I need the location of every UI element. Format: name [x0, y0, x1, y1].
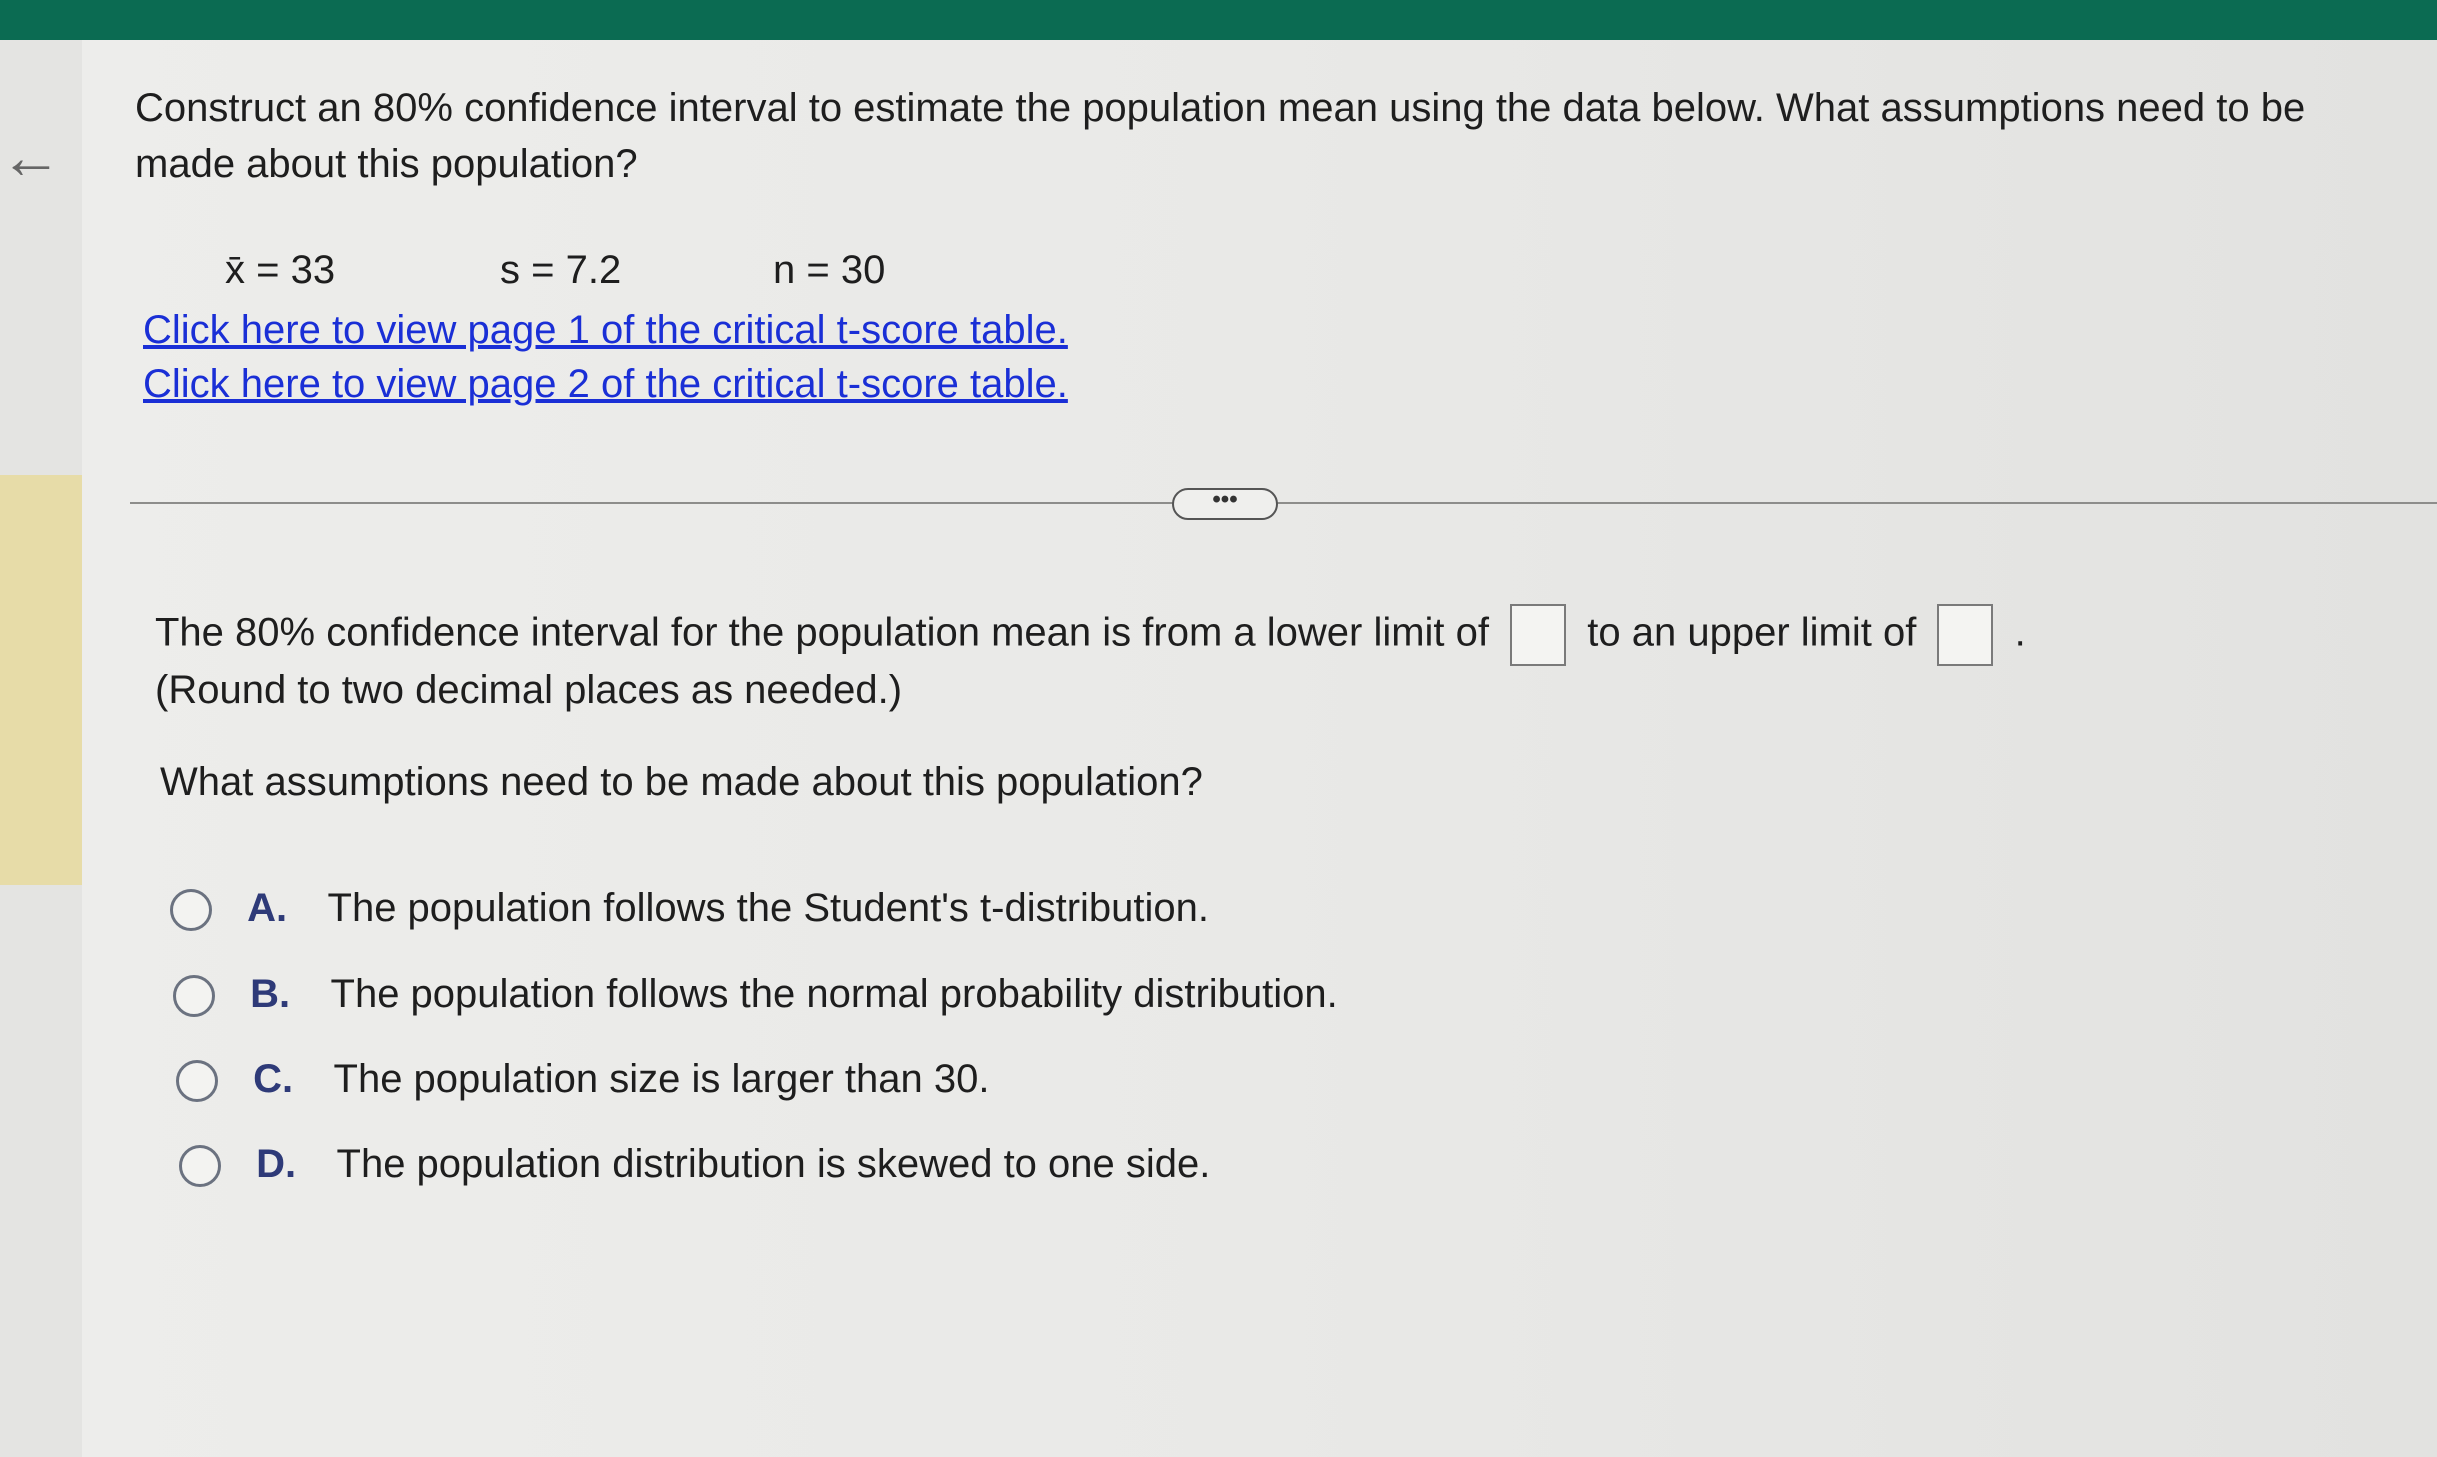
answer-prefix: The 80% confidence interval for the population mean is from a lower limit of [155, 610, 1490, 655]
option-d[interactable] [179, 1136, 1210, 1192]
option-letter: A. [247, 886, 288, 930]
option-text: The population distribution is skewed to one side. [336, 1142, 1211, 1186]
option-text: The population size is larger than 30. [333, 1057, 990, 1101]
rounding-note: (Round to two decimal places as needed.) [155, 668, 903, 712]
stat-sample-mean: x̄ = 33 [225, 248, 336, 292]
lower-limit-input[interactable] [1510, 604, 1566, 666]
t-table-page-2-link[interactable]: Click here to view page 2 of the critical t-score table. [143, 362, 1068, 406]
assumptions-question: What assumptions need to be made about this population? [160, 760, 1203, 804]
option-text: The population follows the Student's t-distribution. [327, 886, 1209, 930]
option-a[interactable] [170, 880, 1209, 936]
option-letter: B. [250, 972, 291, 1016]
question-panel [82, 40, 2437, 1457]
section-divider [130, 502, 2437, 504]
stat-sample-size: n = 30 [773, 248, 886, 292]
answer-middle: to an upper limit of [1587, 610, 1917, 655]
option-letter: D. [256, 1142, 297, 1186]
option-c[interactable] [176, 1051, 989, 1107]
option-b[interactable] [173, 966, 1338, 1022]
interval-answer-line [155, 604, 2026, 666]
radio-button-icon[interactable] [179, 1145, 221, 1187]
expand-more-button[interactable]: ••• [1172, 488, 1278, 520]
t-table-page-1-link[interactable]: Click here to view page 1 of the critical t-score table. [143, 308, 1068, 352]
back-arrow-icon[interactable]: ← [0, 123, 62, 192]
radio-button-icon[interactable] [170, 889, 212, 931]
question-text: Construct an 80% confidence interval to estimate the population mean using the data below. What assumptions need to be made about this population? [135, 86, 2306, 186]
option-letter: C. [253, 1057, 294, 1101]
stat-std-dev: s = 7.2 [500, 248, 622, 292]
radio-button-icon[interactable] [173, 975, 215, 1017]
answer-suffix: . [2014, 610, 2026, 655]
option-text: The population follows the normal probability distribution. [330, 972, 1338, 1016]
top-bar [0, 0, 2437, 40]
radio-button-icon[interactable] [176, 1060, 218, 1102]
upper-limit-input[interactable] [1937, 604, 1993, 666]
